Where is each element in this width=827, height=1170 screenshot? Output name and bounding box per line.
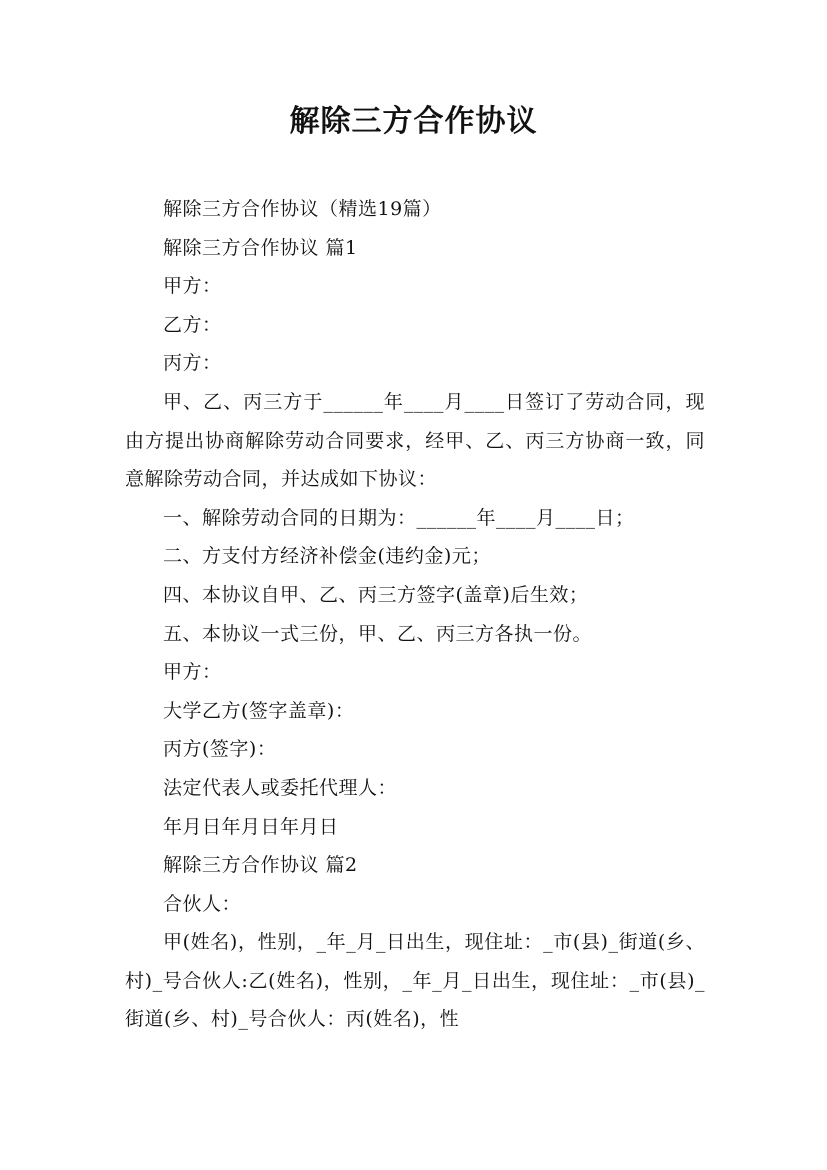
document-body	[125, 190, 705, 1039]
paragraph-clause-4: 四、本协议自甲、乙、丙三方签字(盖章)后生效；	[163, 583, 589, 606]
paragraph-sign-party-c: 丙方(签字)：	[163, 738, 277, 761]
paragraph-partners: 合伙人：	[163, 892, 242, 915]
paragraph-preamble: 甲、乙、丙三方于______年____月____日签订了劳动合同，现由方提出协商解除劳动合同要求，经甲、乙、丙三方协商一致，同意解除劳动合同，并达成如下协议：	[125, 390, 705, 491]
paragraph-clause-2: 二、方支付方经济补偿金(违约金)元；	[163, 545, 491, 568]
document-title: 解除三方合作协议	[289, 104, 538, 139]
paragraph-representative: 法定代表人或委托代理人：	[163, 776, 398, 799]
paragraph-clause-1: 一、解除劳动合同的日期为：______年____月____日；	[163, 506, 635, 529]
paragraph-party-a: 甲方：	[163, 275, 222, 298]
paragraph-sign-party-b: 大学乙方(签字盖章)：	[163, 699, 355, 722]
paragraph-party-b: 乙方：	[163, 313, 222, 336]
paragraph-partner-details: 甲(姓名)，性别，_年_月_日出生，现住址：_市(县)_街道(乡、村)_号合伙人:乙(姓名)，性别，_年_月_日出生，现住址：_市(县)_街道(乡、村)_号合伙人：丙(姓名)，性	[125, 931, 705, 1031]
paragraph-party-c: 丙方：	[163, 352, 222, 375]
paragraph-subtitle: 解除三方合作协议（精选19篇）	[163, 198, 442, 220]
paragraph-section-heading: 解除三方合作协议 篇1	[163, 236, 358, 259]
paragraph-dates: 年月日年月日年月日	[163, 815, 339, 838]
paragraph-sign-party-a: 甲方：	[163, 661, 222, 684]
paragraph-section-heading-2: 解除三方合作协议 篇2	[163, 854, 358, 877]
paragraph-clause-5: 五、本协议一式三份，甲、乙、丙三方各执一份。	[163, 622, 593, 645]
